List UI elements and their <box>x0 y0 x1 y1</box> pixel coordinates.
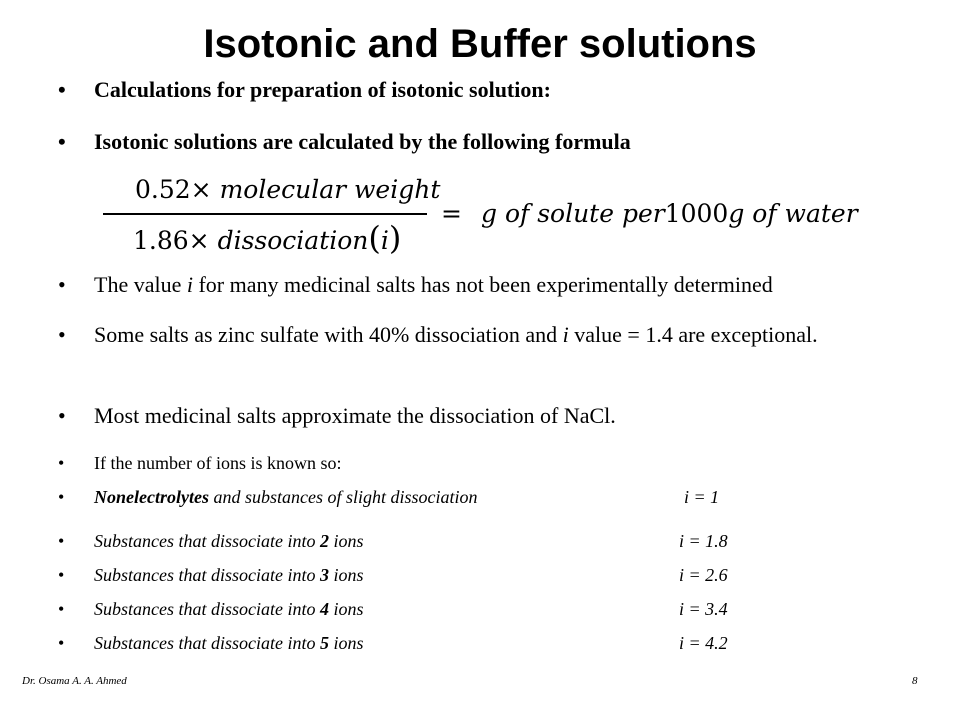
result-text-b: g of water <box>728 199 858 228</box>
bullet-dot: • <box>58 272 66 297</box>
i-value: i = 2.6 <box>679 565 728 585</box>
i-value: i = 4.2 <box>679 633 728 653</box>
fraction-bar <box>103 213 427 215</box>
bullet-dot: • <box>58 322 66 347</box>
bullet-text: The value i for many medicinal salts has not been experimentally determined <box>94 272 773 297</box>
bullet-dot: • <box>58 453 65 473</box>
bullet-dot: • <box>58 565 65 585</box>
times-sign: × <box>190 175 212 204</box>
slide-title: Isotonic and Buffer solutions <box>203 22 757 66</box>
bullet-dot: • <box>58 487 65 507</box>
numerator-constant: 0.52 <box>135 175 191 204</box>
bullet-dot: • <box>58 77 66 102</box>
bullet-text: Some salts as zinc sulfate with 40% dissociation and i value = 1.4 are exceptional. <box>94 322 818 347</box>
bullet-text: If the number of ions is known so: <box>94 453 342 473</box>
bullet-text: Nonelectrolytes and substances of slight dissociation i = 1 <box>94 487 720 507</box>
equals-sign: = <box>441 199 462 228</box>
result-number: 1000 <box>664 199 729 228</box>
times-sign: × <box>188 226 210 255</box>
bullet-dot: • <box>58 403 66 428</box>
bullet-text: Calculations for preparation of isotonic solution: <box>94 77 551 102</box>
denominator-term: dissociation <box>217 226 369 255</box>
bullet-dot: • <box>58 129 66 154</box>
isotonic-formula <box>95 170 895 260</box>
i-value: i = 3.4 <box>679 599 728 619</box>
bullet-text: Substances that dissociate into 2 ions i = 1.8 <box>94 531 728 551</box>
page-number: 8 <box>912 675 918 687</box>
denominator-variable: i <box>380 226 389 255</box>
footer-author: Dr. Osama A. A. Ahmed <box>22 675 127 687</box>
bullet-text: Substances that dissociate into 5 ions i = 4.2 <box>94 633 728 653</box>
bullet-dot: • <box>58 599 65 619</box>
i-value: i = 1.8 <box>679 531 728 551</box>
bullet-text: Substances that dissociate into 4 ions i = 3.4 <box>94 599 728 619</box>
bullet-dot: • <box>58 531 65 551</box>
formula-denominator: 1.86× dissociation(i) <box>133 219 402 257</box>
bullet-text: Isotonic solutions are calculated by the following formula <box>94 129 631 154</box>
formula-result <box>481 194 858 234</box>
denominator-constant: 1.86 <box>133 226 189 255</box>
i-value: i = 1 <box>684 487 720 507</box>
bullet-text: Substances that dissociate into 3 ions i = 2.6 <box>94 565 728 585</box>
numerator-term: molecular weight <box>219 175 441 204</box>
bullet-dot: • <box>58 633 65 653</box>
bullet-text: Most medicinal salts approximate the dissociation of NaCl. <box>94 403 616 428</box>
formula-numerator <box>135 170 440 210</box>
result-text-a: g of solute per <box>481 199 665 228</box>
